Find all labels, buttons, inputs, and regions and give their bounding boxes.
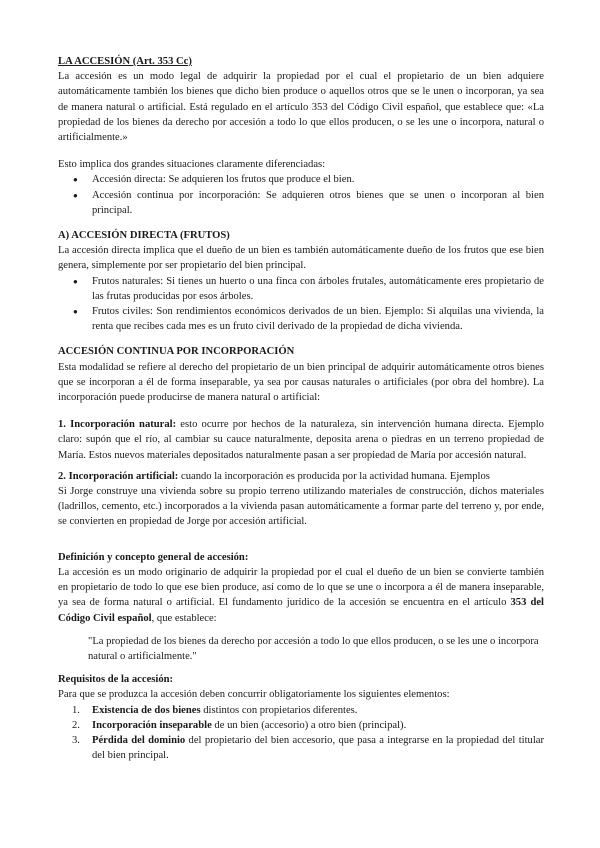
definition-text-after: , que establece: xyxy=(151,612,217,624)
item-text: del propietario del bien accesorio, que pasa a integrarse en la propiedad del titular del bien principal. xyxy=(92,734,544,762)
list-item: ● Frutos naturales: Si tienes un huerto o una finca con árboles frutales, automáticamente eres propietario de las frutas producidas por esos árboles. xyxy=(92,274,544,304)
section-b-text: Esta modalidad se refiere al derecho del propietario de un bien principal de adquirir automáticamente otros bienes que se incorporan a él de forma inseparable, ya sea por causas naturales o artificiales (por obra del hombre). La incorporación puede producirse de manera natural o artificial: xyxy=(58,361,544,404)
artificial-text: cuando la incorporación es producida por la actividad humana. Ejemplos xyxy=(178,470,490,482)
item-text: de un bien (accesorio) a otro bien (principal). xyxy=(211,719,407,731)
definition-text-before: La accesión es un modo originario de adquirir la propiedad por el cual el dueño de un bien se convierte también en propietario de todo lo que ese bien produce, así como de lo que se une o incorpora a él de manera inseparable, ya sea de forma natural o artificial. El fundamento jurídico de la accesión se encuentra en el artículo xyxy=(58,566,544,609)
artificial-incorporation xyxy=(58,469,544,484)
natural-incorporation xyxy=(58,417,544,463)
situations-intro: Esto implica dos grandes situaciones claramente diferenciadas: xyxy=(58,159,326,171)
intro-paragraph: La accesión es un modo legal de adquirir la propiedad por el cual el propietario de un bien adquiere automáticamente también los bienes que dicho bien produce o aquellos otros que se le unen o incorporan, ya sea de manera natural o artificial. Está regulado en el artículo 353 del Código Civil español, que establece que: «La propiedad de los bienes da derecho por accesión a todo lo que ellos producen, o se les une o incorpora, natural o artificialmente.» xyxy=(58,71,544,144)
artificial-example: Si Jorge construye una vivienda sobre su propio terreno utilizando materiales de construcción, dichos materiales (ladrillos, cemento, etc.) incorporados a la vivienda pasan automáticamente a formar parte del terreno y, por ende, se convierten en propiedad de Jorge por accesión artificial. xyxy=(58,486,544,528)
definition-article: 353 del Código Civil español xyxy=(58,597,545,624)
natural-label: 1. Incorporación natural: xyxy=(58,419,177,431)
requirements-intro: Para que se produzca la accesión deben concurrir obligatoriamente los siguientes elementos: xyxy=(58,689,450,701)
requirements-heading: Requisitos de la accesión: xyxy=(58,674,174,686)
item-bold: Incorporación inseparable xyxy=(92,719,212,731)
definition-text xyxy=(58,565,544,626)
list-item xyxy=(72,733,544,763)
document-page xyxy=(58,54,544,763)
item-number: 3. xyxy=(72,734,80,746)
list-item: ● Accesión directa: Se adquieren los frutos que produce el bien. xyxy=(92,172,544,187)
natural-text: esto ocurre por hechos de la naturaleza, sin intervención humana directa. Ejemplo claro: supón que el río, al cambiar su cauce naturalmente, deposita arena o piedras en un terreno propiedad de María. Estos nuevos materiales depositados naturalmente pasan a ser propiedad de María por accesión natural. xyxy=(58,419,544,461)
section-a-text: La accesión directa implica que el dueño de un bien es también automáticamente dueño de los frutos que ese bien genera, simplemente por ser propietario del bien principal. xyxy=(58,245,544,272)
definition-heading: Definición y concepto general de accesión: xyxy=(58,551,249,563)
situations-list xyxy=(58,172,544,218)
item-text: distintos con propietarios diferentes. xyxy=(200,704,358,716)
list-item: ● Accesión continua por incorporación: Se adquieren otros bienes que se unen o incorporan al bien principal. xyxy=(92,188,544,218)
section-a-heading: A) ACCESIÓN DIRECTA (FRUTOS) xyxy=(58,230,230,242)
section-b-heading: ACCESIÓN CONTINUA POR INCORPORACIÓN xyxy=(58,346,295,358)
item-bold: Pérdida del dominio xyxy=(92,734,186,746)
list-item xyxy=(72,718,544,733)
section-a-list xyxy=(58,274,544,335)
artificial-label: 2. Incorporación artificial: xyxy=(58,470,179,482)
list-item: ● Frutos civiles: Son rendimientos económicos derivados de un bien. Ejemplo: Si alquilas una vivienda, la renta que recibes cada mes es un fruto civil derivado de la propiedad de dicha vivienda. xyxy=(92,304,544,334)
requirements-list xyxy=(58,703,544,764)
list-item xyxy=(72,703,544,718)
definition-quote: "La propiedad de los bienes da derecho por accesión a todo lo que ellos producen, o se les une o incorpora natural o artificialmente." xyxy=(88,635,539,662)
document-title: LA ACCESIÓN (Art. 353 Cc) xyxy=(58,56,192,67)
item-bold: Existencia de dos bienes xyxy=(92,704,201,716)
item-number: 1. xyxy=(72,704,80,716)
item-number: 2. xyxy=(72,719,80,731)
